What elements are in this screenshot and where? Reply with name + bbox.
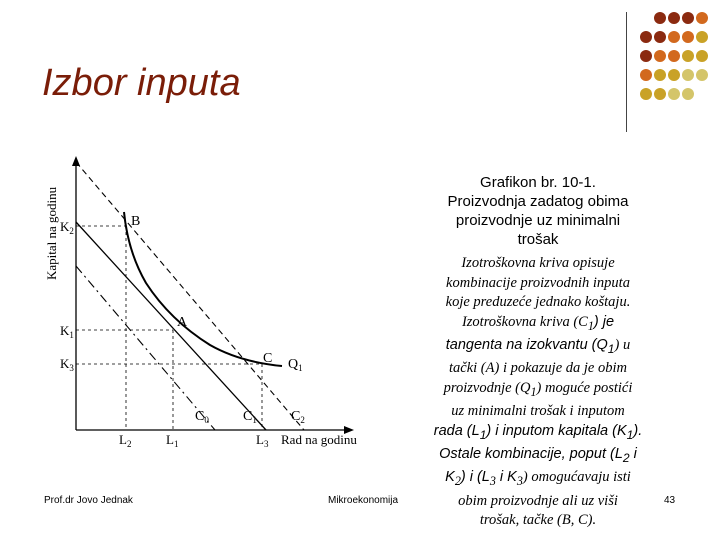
desc-line: tangenta na izokvantu $(Q_1)$ u: [445, 336, 631, 356]
y-tick-k1: $K_1$: [60, 323, 74, 340]
desc-line: $K_2$) i ($L_3$ i $K_3$) omogućavaju isti: [445, 469, 631, 489]
footer-page-number: 43: [664, 495, 676, 506]
curve-label-c1: $C_1$: [243, 409, 257, 425]
desc-line: koje preduzeće jednako koštaju.: [445, 294, 631, 310]
footer-course: Mikroekonomija: [328, 495, 399, 506]
caption-line-4: trošak: [517, 231, 559, 248]
desc-line: Izotroškovna kriva opisuje: [461, 255, 615, 271]
curve-label-c0: $C_0$: [195, 409, 209, 425]
desc-line: Ostale kombinacije, poput ($L_2$ i: [439, 446, 637, 465]
isocost-line-c0: [76, 266, 215, 430]
desc-line: Izotroškovna kriva $(C_1)$ je: [461, 313, 615, 333]
desc-line: tački (A) i pokazuje da je obim: [449, 360, 627, 377]
slide-title: Izbor inputa: [42, 62, 241, 104]
point-label-c: C: [263, 351, 273, 366]
desc-line: proizvodnje $(Q_1)$ moguće postići: [443, 379, 633, 399]
point-label-a: A: [177, 315, 188, 330]
footer-author: Prof.dr Jovo Jednak: [44, 495, 133, 506]
curve-label-q1: $Q_1$: [288, 357, 303, 373]
caption-line-2: Proizvodnja zadatog obima: [447, 193, 629, 210]
isoquant-q1: [124, 212, 282, 366]
y-tick-k3: $K_3$: [60, 356, 74, 373]
desc-line: obim proizvodnje ali uz viši: [458, 492, 618, 509]
caption-line-3: proizvodnje uz minimalni: [455, 212, 621, 229]
x-axis-label: Rad na godinu: [281, 432, 357, 447]
figure-description: [402, 254, 674, 531]
y-tick-k2: $K_2$: [60, 219, 74, 236]
figure-caption: [420, 173, 656, 249]
desc-line: trošak, tačke (B, C).: [479, 512, 597, 529]
y-axis-label: Kapital na godinu: [44, 186, 59, 280]
isocost-line-c2: [76, 162, 304, 430]
curve-label-c2: $C_2$: [291, 409, 305, 425]
point-label-b: B: [131, 214, 141, 229]
x-tick-l1: $L_1$: [166, 432, 179, 449]
caption-line-1: Grafikon br. 10-1.: [480, 174, 596, 191]
desc-line: uz minimalni trošak i inputom: [451, 403, 625, 420]
desc-line: kombinacije proizvodnih inputa: [446, 274, 630, 291]
x-tick-l2: $L_2$: [119, 432, 132, 449]
isocost-line-c1: [76, 222, 266, 430]
x-tick-l3: $L_3$: [256, 432, 269, 449]
desc-line: rada $(L_1)$ i inputom kapitala $(K_1)$.: [433, 422, 643, 442]
